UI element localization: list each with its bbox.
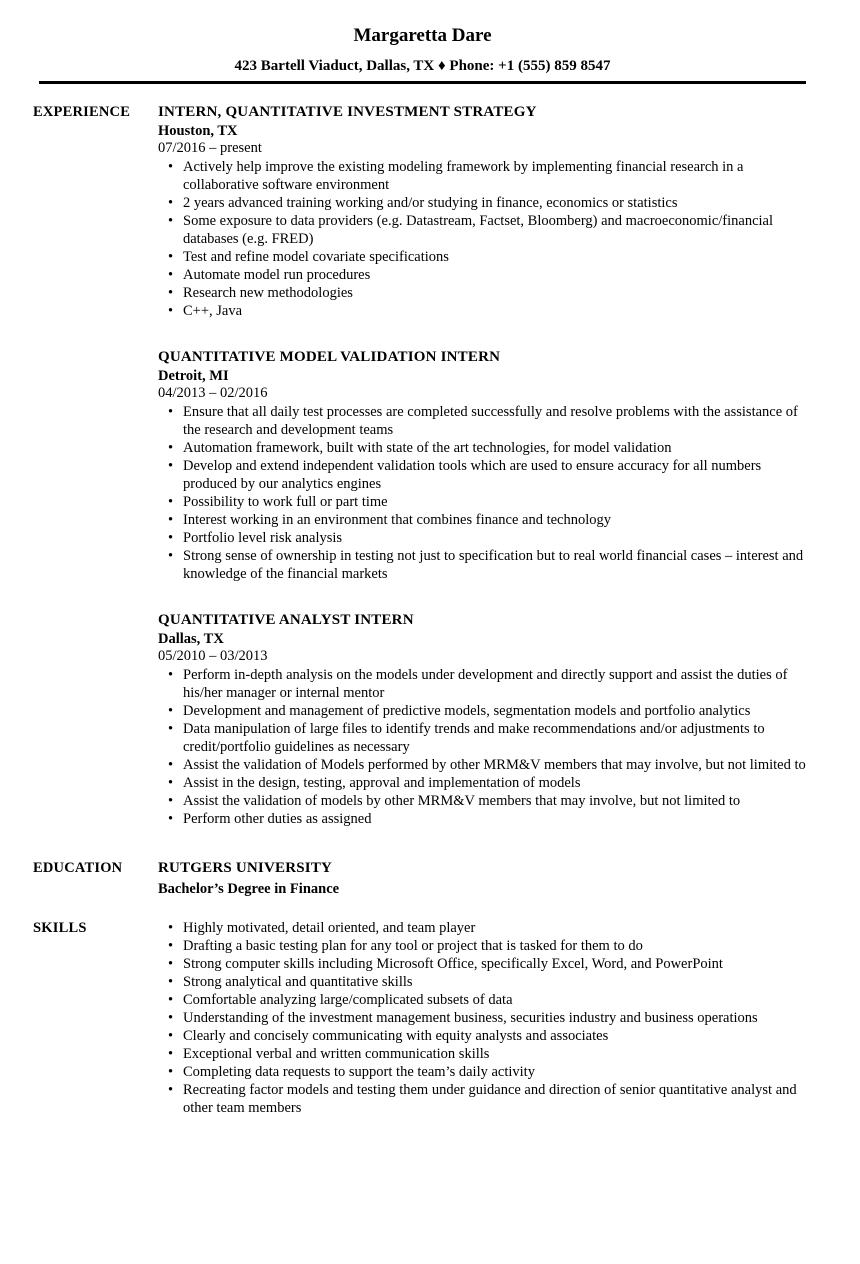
bullet-item: • Comfortable analyzing large/complicated subsets of data [158,991,808,1009]
bullet-item: • Completing data requests to support the team’s daily activity [158,1063,808,1081]
job-entry-model-validation-intern [158,348,816,583]
bullet-item: • Strong sense of ownership in testing not just to specification but to real world financial cases – interest and knowledge of the financial markets [158,547,808,583]
bullet-item: • Perform other duties as assigned [158,810,808,828]
bullet-item: • Automation framework, built with state of the art technologies, for model validation [158,439,808,457]
bullet-item: • Test and refine model covariate specifications [158,248,808,266]
job-entry-quant-analyst-intern [158,611,816,828]
job-title: QUANTITATIVE ANALYST INTERN [158,612,414,628]
job-location: Detroit, MI [158,368,229,384]
bullet-item: • Assist in the design, testing, approval and implementation of models [158,774,808,792]
experience-section-label: EXPERIENCE [33,104,131,120]
job-title: QUANTITATIVE MODEL VALIDATION INTERN [158,349,501,365]
bullet-item: • Possibility to work full or part time [158,493,808,511]
skills-bullet-list [158,919,816,1117]
bullet-item: • Development and management of predictive models, segmentation models and portfolio analytics [158,702,808,720]
education-section-label: EDUCATION [33,860,123,876]
job-dates: 07/2016 – present [158,140,262,156]
job-dates: 05/2010 – 03/2013 [158,648,268,664]
bullet-item: • C++, Java [158,302,808,320]
bullet-item: • Interest working in an environment that combines finance and technology [158,511,808,529]
bullet-item: • Assist the validation of Models performed by other MRM&V members that may involve, but not limited to [158,756,808,774]
bullet-item: • Drafting a basic testing plan for any tool or project that is tasked for them to do [158,937,808,955]
bullet-item: • Data manipulation of large files to identify trends and make recommendations and/or adjustments to credit/portfolio guidelines as necessary [158,720,808,756]
bullet-item: • Automate model run procedures [158,266,808,284]
job-entry-quant-investment-strategy [158,103,816,320]
bullet-item: • Research new methodologies [158,284,808,302]
bullet-item: • Recreating factor models and testing them under guidance and direction of senior quantitative analyst and other team members [158,1081,808,1117]
education-section-content [158,859,816,898]
bullet-item: • Assist the validation of models by other MRM&V members that may involve, but not limited to [158,792,808,810]
bullet-item: • Develop and extend independent validation tools which are used to ensure accuracy for all numbers produced by our analytics engines [158,457,808,493]
bullet-item: • Strong analytical and quantitative skills [158,973,808,991]
education-school: RUTGERS UNIVERSITY [158,860,333,876]
bullet-item: • Actively help improve the existing modeling framework by implementing financial research in a collaborative software environment [158,158,808,194]
experience-section [0,103,860,828]
bullet-item: • Some exposure to data providers (e.g. Datastream, Factset, Bloomberg) and macroeconomic/financial databases (e.g. FRED) [158,212,808,248]
skills-section [0,919,860,1117]
contact-line: 423 Bartell Viaduct, Dallas, TX ♦ Phone: +1 (555) 859 8547 [234,58,611,74]
bullet-item: • Ensure that all daily test processes are completed successfully and resolve problems with the assistance of the research and development teams [158,403,808,439]
bullet-item: • 2 years advanced training working and/or studying in finance, economics or statistics [158,194,808,212]
resume-header [39,24,806,84]
education-section [0,859,860,898]
job-location: Houston, TX [158,123,238,139]
candidate-name: Margaretta Dare [353,25,492,46]
bullet-item: • Highly motivated, detail oriented, and team player [158,919,808,937]
education-degree: Bachelor’s Degree in Finance [158,881,340,897]
bullet-item: • Portfolio level risk analysis [158,529,808,547]
experience-section-content [158,103,816,828]
skills-section-content [158,919,816,1117]
bullet-item: • Clearly and concisely communicating with equity analysts and associates [158,1027,808,1045]
job-bullet-list [158,158,816,320]
job-title: INTERN, QUANTITATIVE INVESTMENT STRATEGY [158,104,537,120]
job-dates: 04/2013 – 02/2016 [158,385,268,401]
bullet-item: • Strong computer skills including Microsoft Office, specifically Excel, Word, and PowerPoint [158,955,808,973]
bullet-item: • Perform in-depth analysis on the models under development and directly support and assist the duties of his/her manager or internal mentor [158,666,808,702]
skills-section-label: SKILLS [33,920,87,936]
job-location: Dallas, TX [158,631,224,647]
bullet-item: • Understanding of the investment management business, securities industry and business operations [158,1009,808,1027]
bullet-item: • Exceptional verbal and written communication skills [158,1045,808,1063]
job-bullet-list [158,666,816,828]
job-bullet-list [158,403,816,583]
